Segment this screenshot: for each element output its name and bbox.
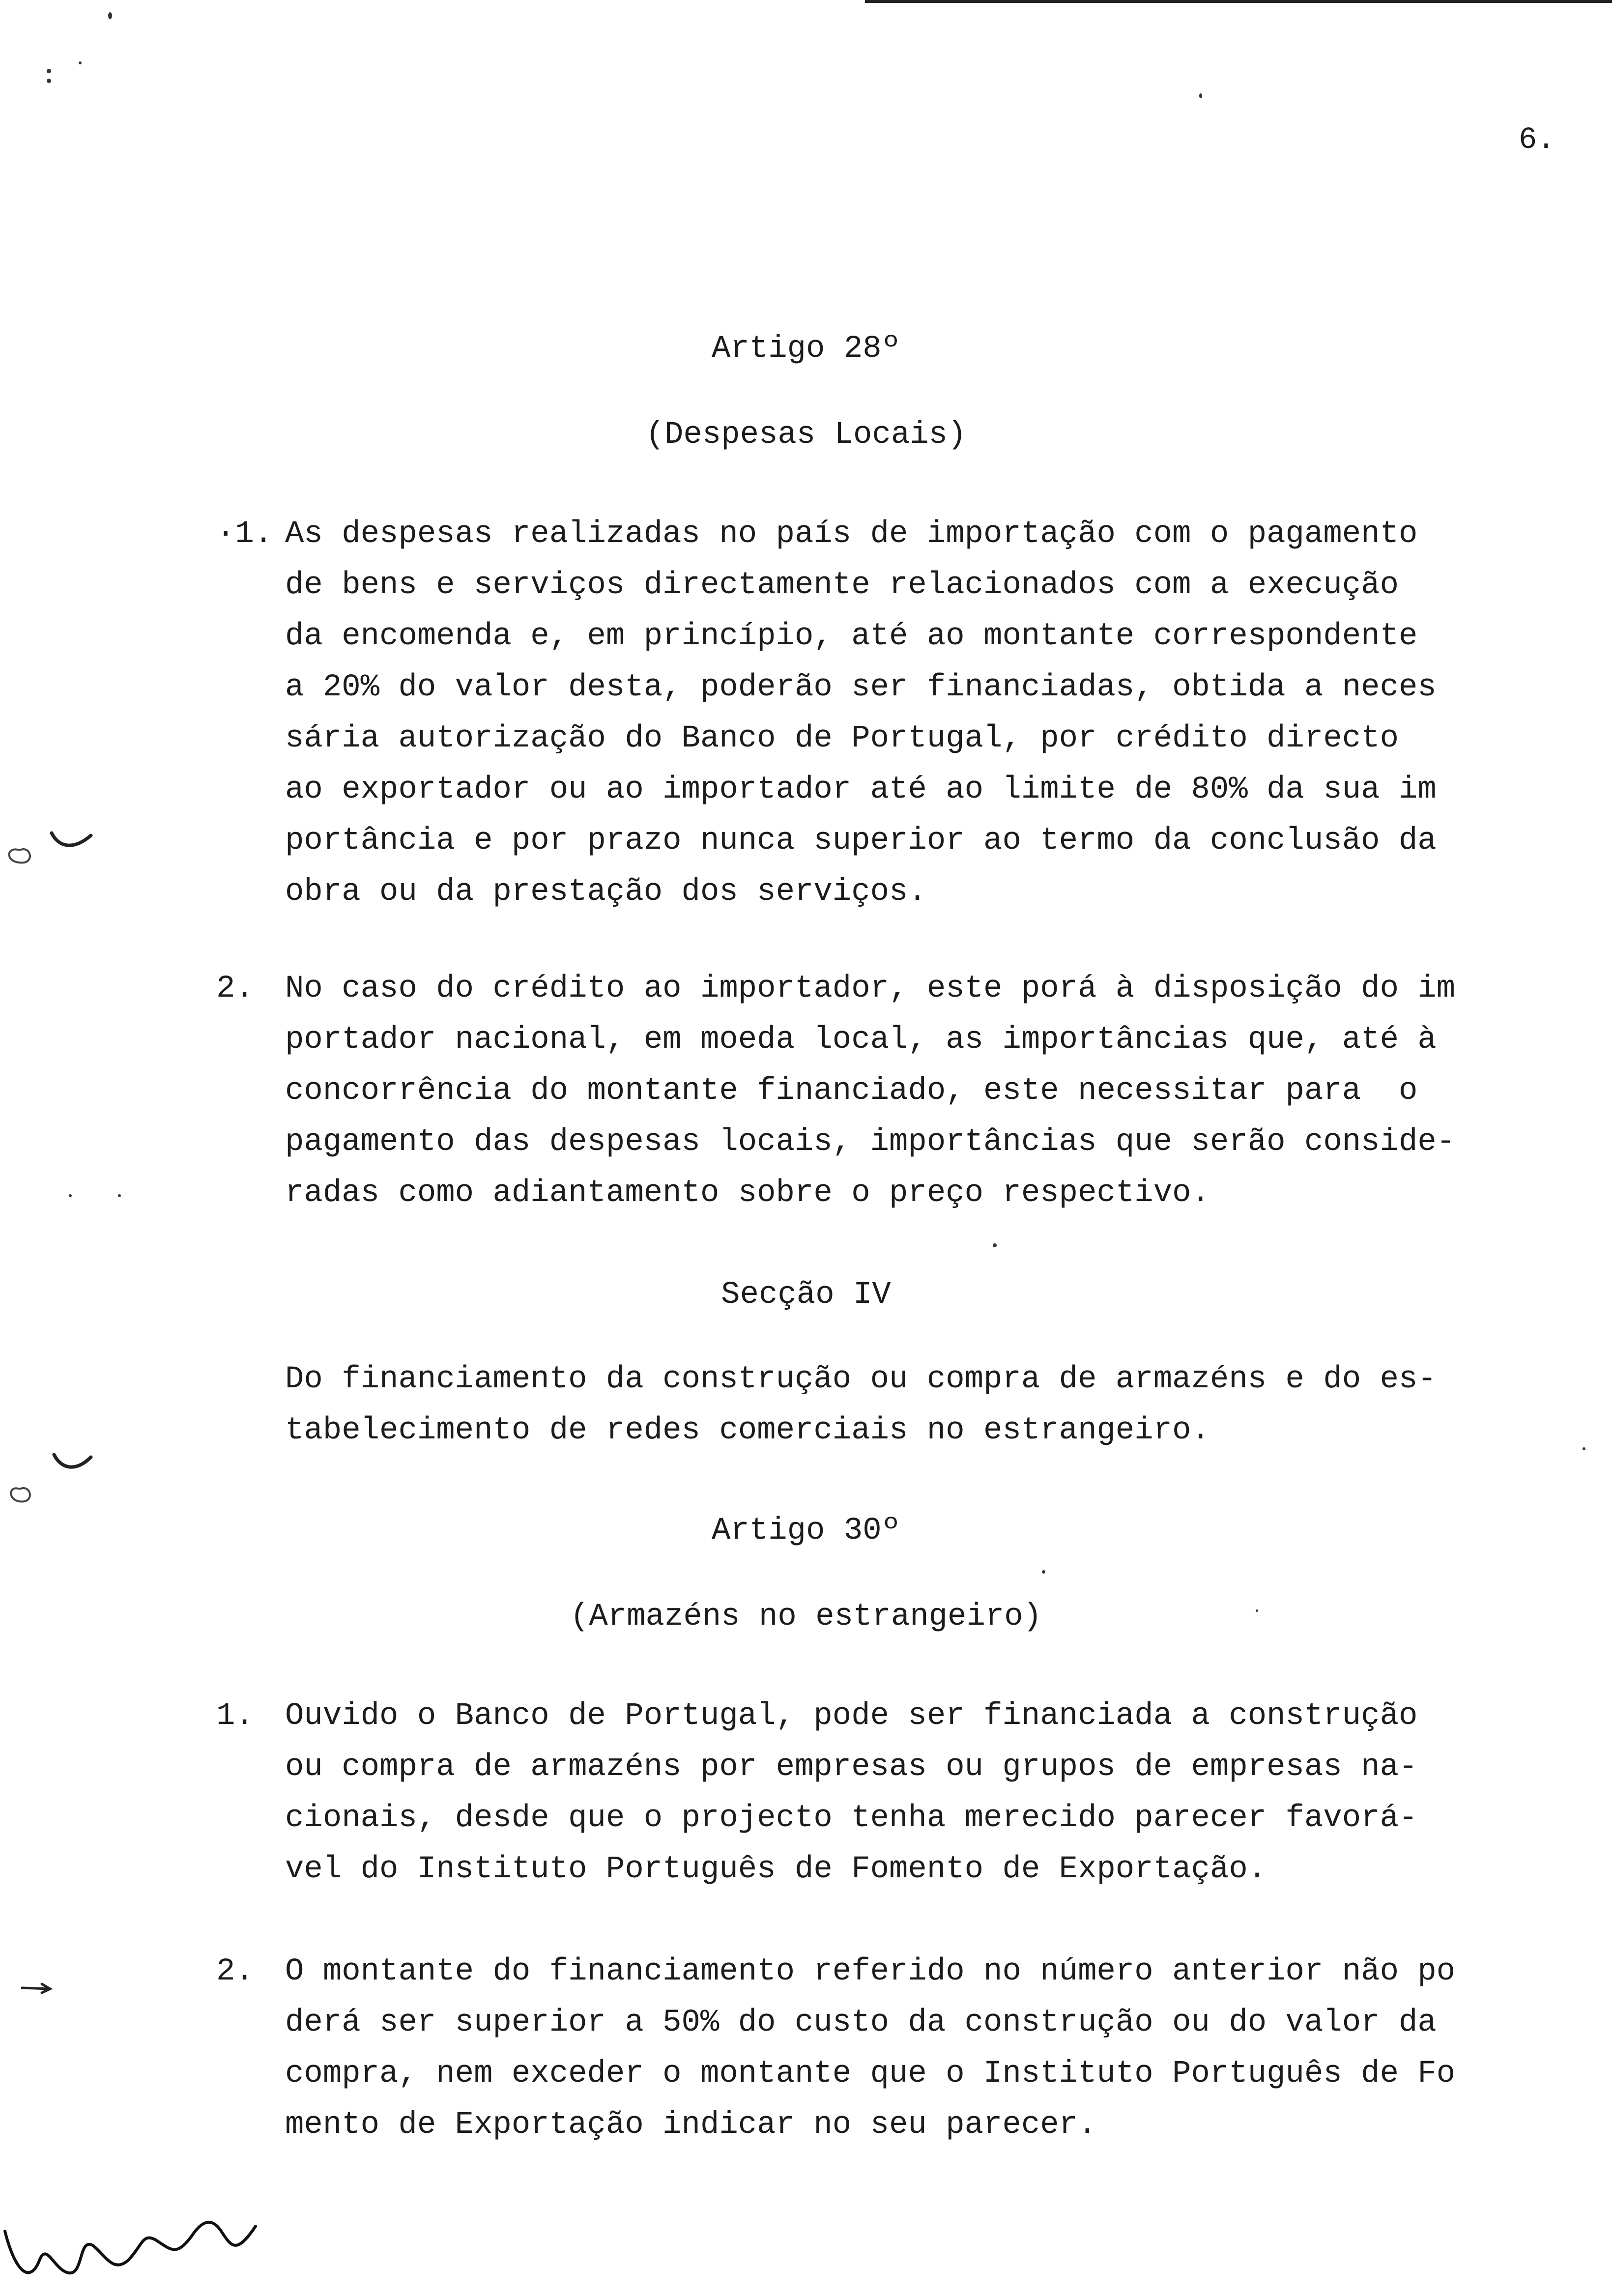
scan-speck (47, 69, 51, 73)
article-30-title: (Armazéns no estrangeiro) (570, 1599, 1042, 1635)
article-28-title: (Despesas Locais) (645, 417, 967, 453)
paragraph-line: obra ou da prestação dos serviços. (285, 874, 927, 910)
paragraph-line: pagamento das despesas locais, importâncias que serão conside- (285, 1124, 1456, 1160)
scan-speck (47, 79, 51, 83)
paragraph-line: a 20% do valor desta, poderão ser financiadas, obtida a neces (285, 670, 1437, 705)
paragraph-line: cionais, desde que o projecto tenha merecido parecer favorá- (285, 1801, 1418, 1836)
item-number: 2. (216, 971, 254, 1006)
article-28-item-2 (216, 963, 1563, 1219)
paragraph-line: ao exportador ou ao importador até ao limite de 80% da sua im (285, 772, 1437, 807)
item-number: 1. (216, 1698, 254, 1734)
scan-speck (1583, 1447, 1585, 1450)
paragraph-line: derá ser superior a 50% do custo da construção ou do valor da (285, 2005, 1437, 2040)
scan-speck (79, 61, 82, 64)
paragraph-line: compra, nem exceder o montante que o Instituto Português de Fo (285, 2056, 1456, 2092)
scan-speck (1199, 93, 1202, 98)
item-number: 2. (216, 1954, 254, 1989)
paragraph-line: concorrência do montante financiado, este necessitar para o (285, 1073, 1418, 1109)
section-iv-heading: Secção IV (721, 1277, 891, 1313)
paragraph-line: ou compra de armazéns por empresas ou grupos de empresas na- (285, 1750, 1418, 1785)
paragraph-line: mento de Exportação indicar no seu parecer. (285, 2107, 1097, 2143)
scan-speck (1256, 1609, 1258, 1612)
paragraph-line: O montante do financiamento referido no número anterior não po (285, 1954, 1456, 1989)
paragraph-line: sária autorização do Banco de Portugal, por crédito directo (285, 721, 1399, 756)
paragraph-line: Do financiamento da construção ou compra de armazéns e do es- (285, 1362, 1437, 1397)
item-number: ·1. (216, 517, 273, 552)
scan-speck (993, 1243, 997, 1247)
scan-speck (1042, 1570, 1045, 1574)
paragraph-line: As despesas realizadas no país de importação com o pagamento (285, 517, 1418, 552)
paragraph-line: No caso do crédito ao importador, este porá à disposição do im (285, 971, 1456, 1006)
section-iv-description (285, 1354, 1563, 1456)
top-rule (865, 0, 1612, 3)
margin-pen-mark (0, 1435, 118, 1523)
article-30-heading: Artigo 30º (711, 1513, 901, 1549)
margin-pen-mark (0, 811, 118, 890)
paragraph-line: da encomenda e, em princípio, até ao montante correspondente (285, 619, 1418, 654)
paragraph-line: radas como adiantamento sobre o preço respectivo. (285, 1176, 1210, 1211)
paragraph-line: portador nacional, em moeda local, as importâncias que, até à (285, 1022, 1437, 1058)
scan-speck (69, 1194, 72, 1197)
scan-speck (108, 12, 112, 19)
paragraph-line: de bens e serviços directamente relacionados com a execução (285, 568, 1399, 603)
article-28-item-1 (216, 509, 1563, 918)
paragraph-line: Ouvido o Banco de Portugal, pode ser financiada a construção (285, 1698, 1418, 1734)
paragraph-line: portância e por prazo nunca superior ao termo da conclusão da (285, 823, 1437, 859)
margin-arrow-mark (20, 1978, 59, 1998)
paragraph-line: tabelecimento de redes comerciais no estrangeiro. (285, 1413, 1210, 1448)
article-30-item-1 (216, 1691, 1563, 1895)
article-28-heading: Artigo 28º (711, 331, 901, 367)
paragraph-line: vel do Instituto Português de Fomento de Exportação. (285, 1852, 1267, 1887)
handwritten-signature (0, 2172, 275, 2296)
scan-speck (118, 1194, 121, 1197)
page-number: 6. (1519, 122, 1555, 157)
article-30-item-2 (216, 1946, 1563, 2151)
